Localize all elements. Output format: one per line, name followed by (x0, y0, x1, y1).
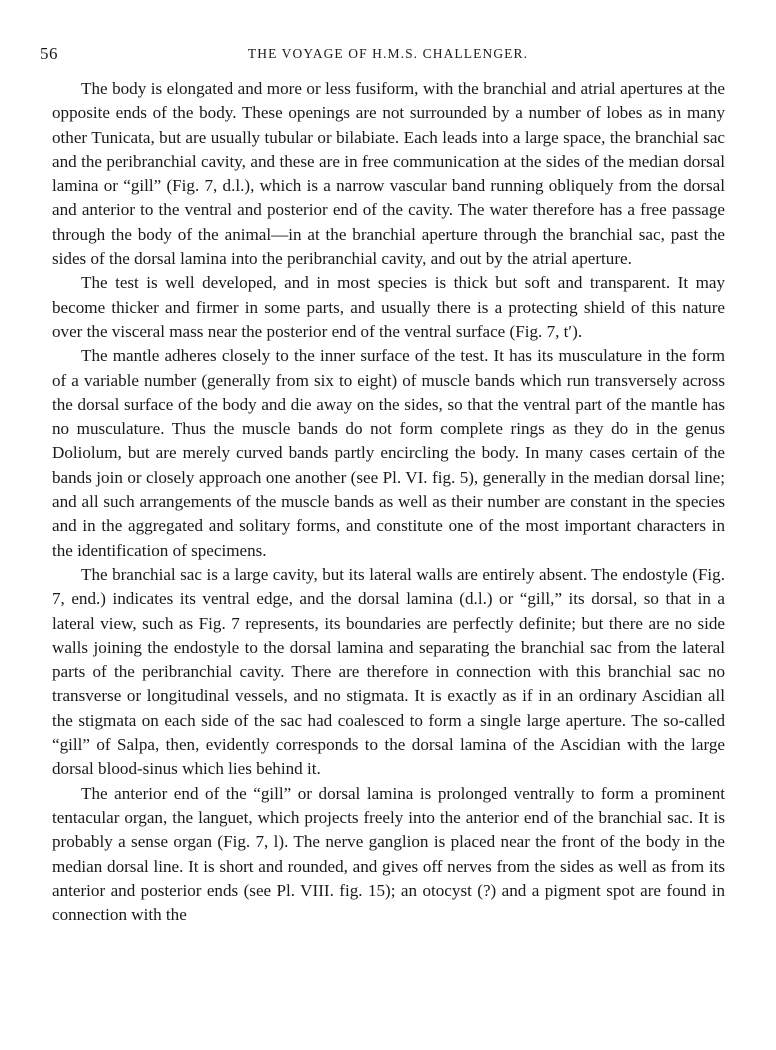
paragraph-body-shape: The body is elongated and more or less fusiform, with the branchial and atrial apertures at the opposite ends of the body. These openings are not surrounded by a number of lobes as in many other Tunicata, but are usually tubular or bilabiate. Each leads into a large space, the branchial sac and the peribranchial cavity, and these are in free communication at the sides of the median dorsal lamina or “gill” (Fig. 7, d.l.), which is a narrow vascular band running obliquely from the dorsal and anterior to the ventral and posterior end of the cavity. The water therefore has a free passage through the body of the animal—in at the branchial aperture through the branchial sac, past the sides of the dorsal lamina into the peribranchial cavity, and out by the atrial aperture. (52, 79, 725, 269)
paragraph-branchial-sac: The branchial sac is a large cavity, but its lateral walls are entirely absent. The endostyle (Fig. 7, end.) indicates its ventral edge, and the dorsal lamina (d.l.) or “gill,” its dorsal, so that in a lateral view, such as Fig. 7 represents, its boundaries are perfectly definite; but there are no side walls joining the endostyle to the dorsal lamina and separating the branchial sac from the lateral parts of the peribranchial cavity. There are therefore in connection with this branchial sac no transverse or longitudinal vessels, and no stigmata. It is exactly as if in an ordinary Ascidian all the stigmata on each side of the sac had coalesced to form a single large aperture. The so-called “gill” of Salpa, then, evidently corresponds to the dorsal lamina of the Ascidian with the large dorsal blood-sinus which lies behind it. (52, 564, 725, 779)
body-text (52, 77, 725, 927)
page-header (40, 44, 736, 68)
paragraph-mantle: The mantle adheres closely to the inner surface of the test. It has its musculature in the form of a variable number (generally from six to eight) of muscle bands which run transversely across the dorsal surface of the body and die away on the sides, so that the ventral part of the mantle has no musculature. Thus the muscle bands do not form complete rings as they do in the genus Doliolum, but are merely curved bands partly encircling the body. In many cases certain of the bands join or closely approach one another (see Pl. VI. fig. 5), generally in the median dorsal line; and all such arrangements of the muscle bands as well as their number are constant in the species and in the aggregated and solitary forms, and constitute one of the most important characters in the identification of specimens. (52, 346, 725, 560)
paragraph-gill-languet: The anterior end of the “gill” or dorsal lamina is prolonged ventrally to form a prominent tentacular organ, the languet, which projects freely into the anterior end of the branchial sac. It is probably a sense organ (Fig. 7, l). The nerve ganglion is placed near the front of the body in the median dorsal line. It is short and rounded, and gives off nerves from the sides as well as from its anterior and posterior ends (see Pl. VIII. fig. 15); an otocyst (?) and a pigment spot are found in connection with the (52, 783, 725, 925)
paragraph-test: The test is well developed, and in most species is thick but soft and transparent. It may become thicker and firmer in some parts, and usually there is a protecting shield of this nature over the visceral mass near the posterior end of the ventral surface (Fig. 7, t′). (52, 273, 725, 341)
page-number: 56 (40, 44, 58, 63)
running-title: THE VOYAGE OF H.M.S. CHALLENGER. (247, 46, 529, 61)
